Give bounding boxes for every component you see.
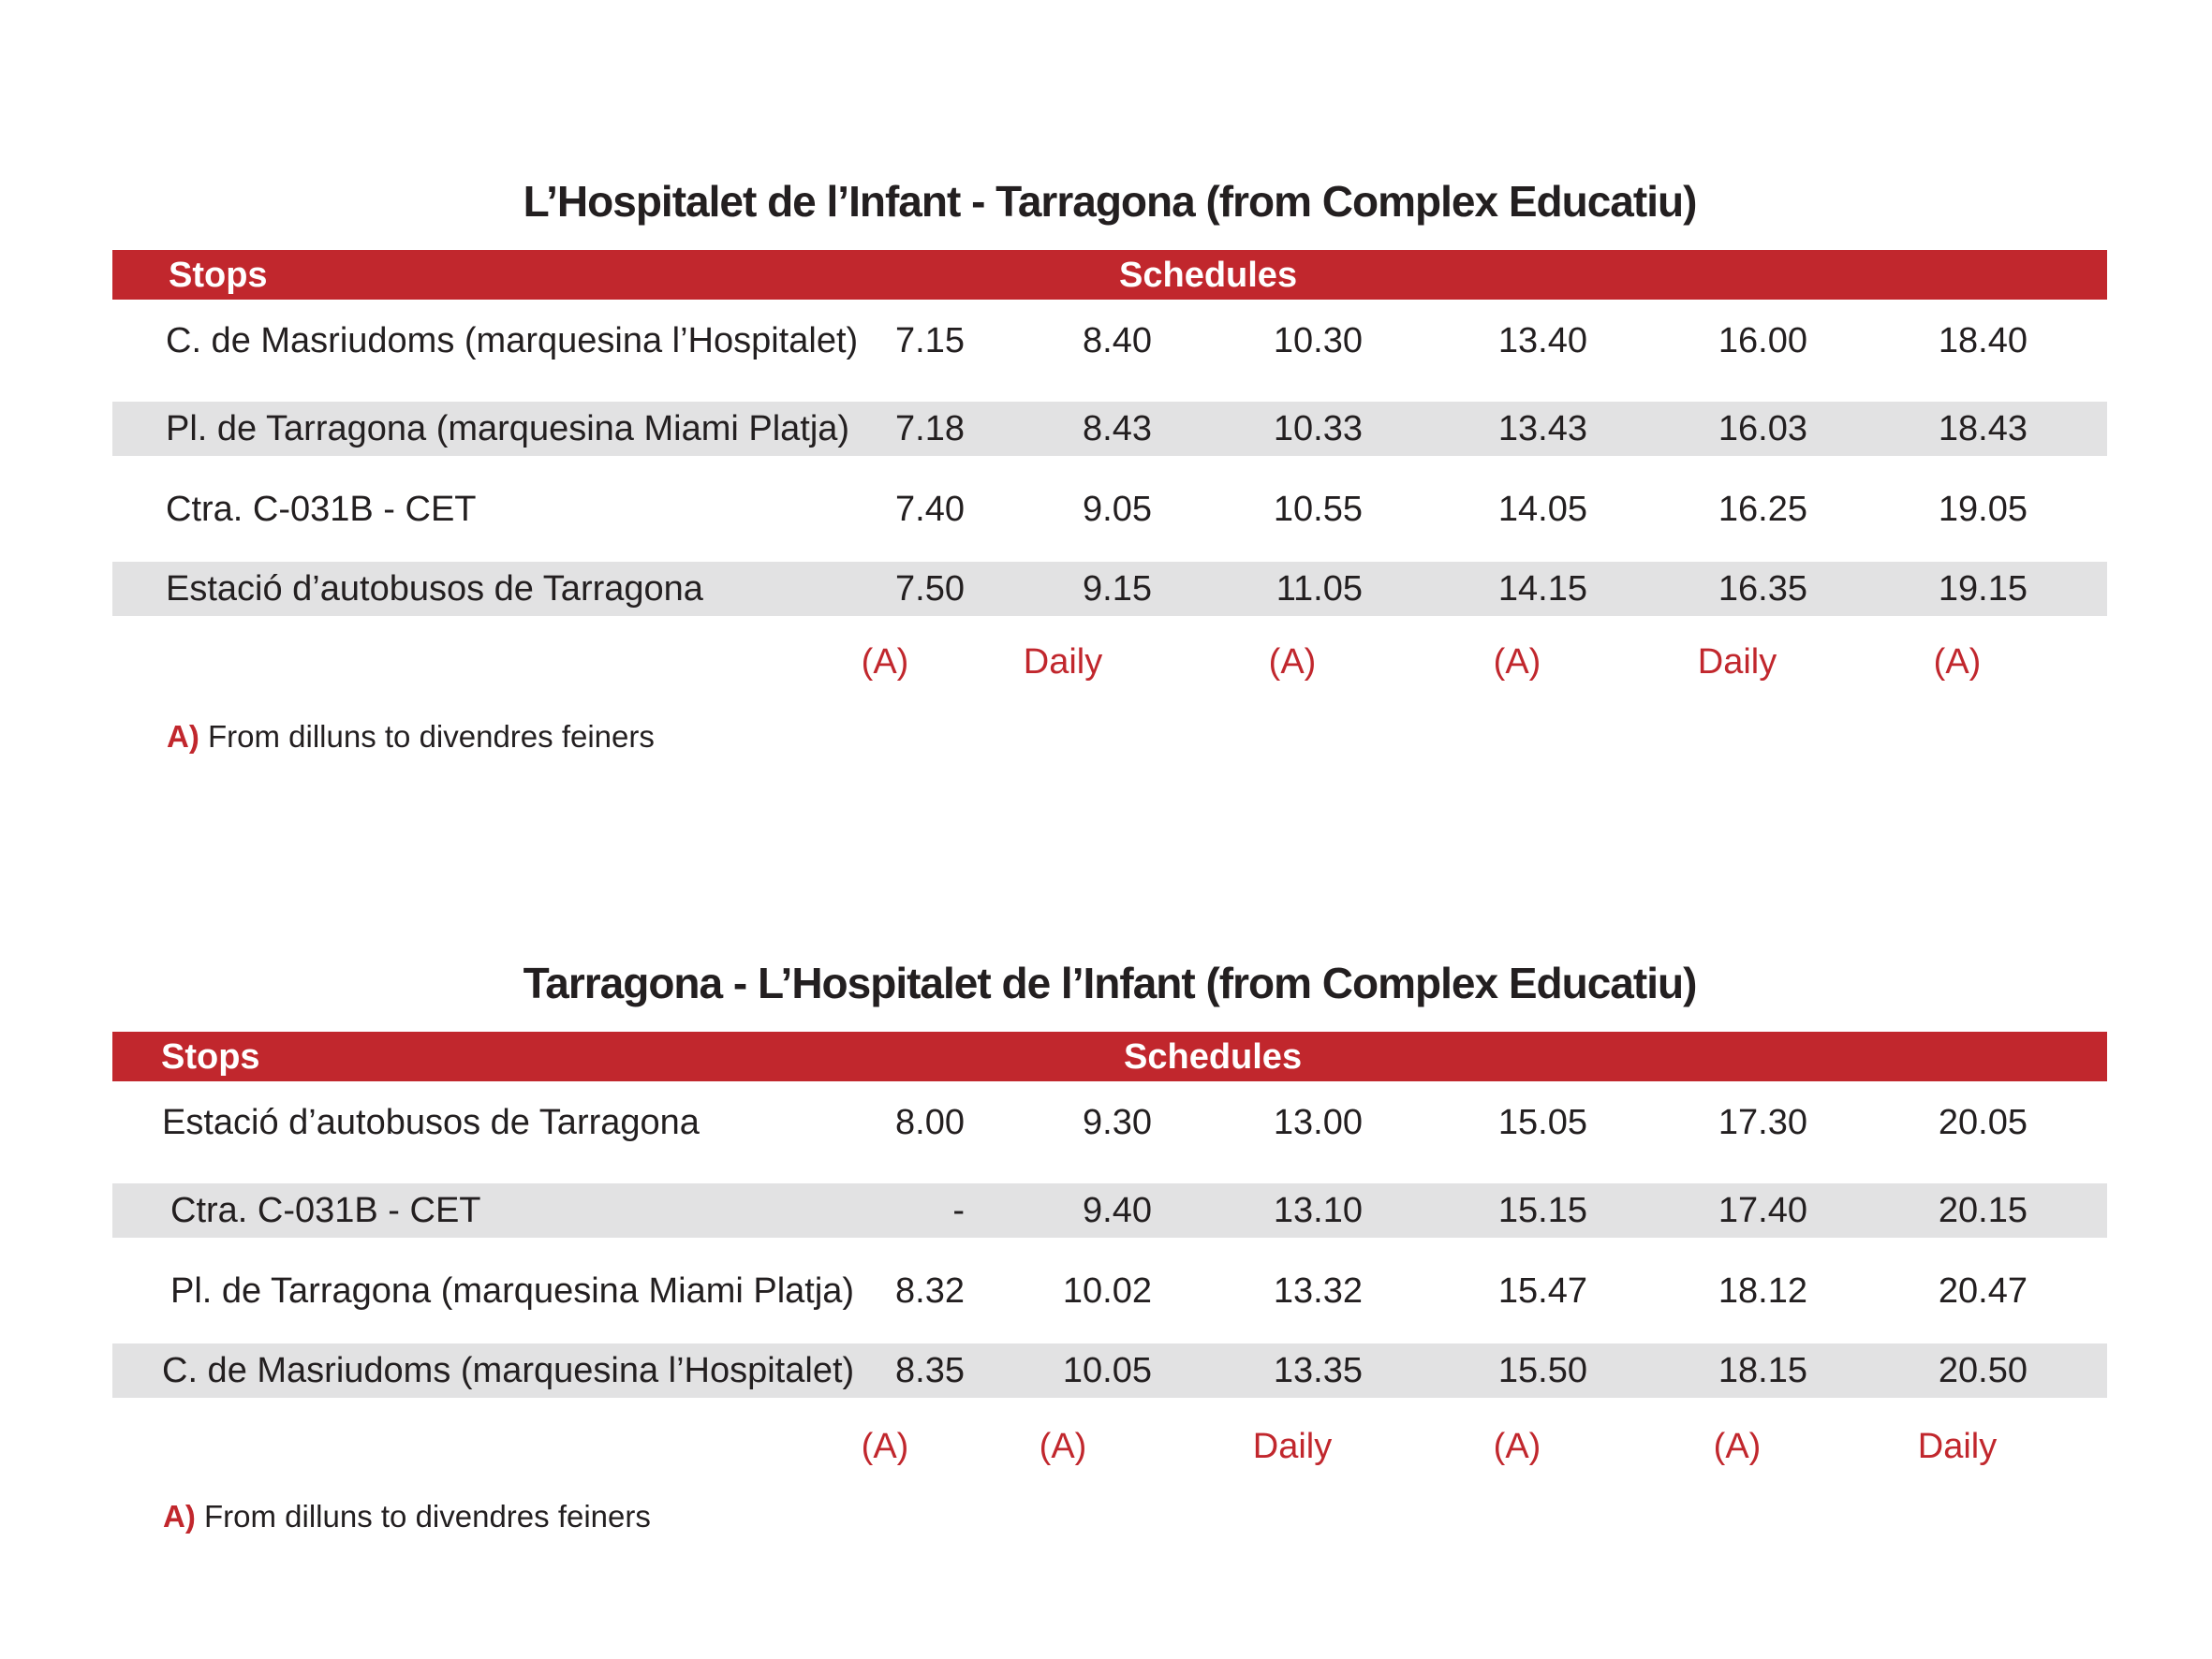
time-cell: 9.30 <box>1083 1103 1152 1142</box>
time-cell: 15.05 <box>1497 1103 1587 1142</box>
table-row <box>112 562 2107 616</box>
time-cell: 8.43 <box>1083 409 1152 448</box>
time-cell: - <box>952 1191 965 1230</box>
time-cell: 11.05 <box>1276 569 1363 609</box>
time-cell: 9.15 <box>1083 569 1152 609</box>
schedule-note: (A) <box>861 1427 909 1466</box>
table-row <box>112 314 2107 368</box>
table-title: Tarragona - L’Hospitalet de l’Infant (from Complex Educatiu) <box>523 959 1697 1007</box>
time-cell: 15.15 <box>1497 1191 1587 1230</box>
time-cell: 8.32 <box>895 1271 965 1311</box>
schedule-notes <box>112 1419 2107 1474</box>
time-cell: 18.12 <box>1718 1271 1807 1311</box>
time-cell: 20.05 <box>1938 1103 2028 1142</box>
schedule-note: (A) <box>1039 1427 1087 1466</box>
table-row <box>112 1343 2107 1398</box>
time-cell: 16.35 <box>1718 569 1807 609</box>
time-cell: 9.05 <box>1083 490 1152 529</box>
time-cell: 13.10 <box>1273 1191 1363 1230</box>
time-cell: 13.43 <box>1497 409 1587 448</box>
time-cell: 16.00 <box>1718 321 1807 360</box>
footnote <box>167 716 655 757</box>
time-cell: 13.00 <box>1273 1103 1363 1142</box>
timetable-return <box>112 955 2107 1554</box>
stop-name: Pl. de Tarragona (marquesina Miami Platja) <box>170 1271 855 1311</box>
schedule-note: (A) <box>1493 642 1541 682</box>
schedule-note: Daily <box>1252 1427 1333 1466</box>
footnote-key: A) <box>167 719 199 754</box>
time-cell: 20.15 <box>1938 1191 2028 1230</box>
time-cell: 14.05 <box>1497 490 1587 529</box>
time-cell: 9.40 <box>1083 1191 1152 1230</box>
time-cell: 19.05 <box>1938 490 2028 529</box>
time-cell: 8.00 <box>895 1103 965 1142</box>
time-cell: 15.47 <box>1497 1271 1587 1311</box>
time-cell: 17.30 <box>1718 1103 1807 1142</box>
table-row <box>112 1183 2107 1238</box>
schedules-header: Schedules <box>1124 1037 1303 1077</box>
table-row <box>112 402 2107 456</box>
schedule-note: (A) <box>1268 642 1317 682</box>
stops-header: Stops <box>161 1037 260 1077</box>
schedule-note: (A) <box>861 642 909 682</box>
stop-name: Pl. de Tarragona (marquesina Miami Platja) <box>166 409 850 448</box>
time-cell: 10.55 <box>1273 490 1363 529</box>
table-row <box>112 482 2107 536</box>
time-cell: 18.15 <box>1718 1351 1807 1390</box>
time-cell: 10.02 <box>1062 1271 1152 1311</box>
schedule-note: Daily <box>1917 1427 1998 1466</box>
table-header <box>112 250 2107 300</box>
time-cell: 7.40 <box>895 490 965 529</box>
stop-name: C. de Masriudoms (marquesina l’Hospitalet) <box>166 321 859 360</box>
schedule-notes <box>112 635 2107 689</box>
table-row <box>112 1264 2107 1318</box>
time-cell: 15.50 <box>1497 1351 1587 1390</box>
footnote-text: From dilluns to divendres feiners <box>199 719 655 754</box>
stop-name: Ctra. C-031B - CET <box>170 1191 481 1230</box>
time-cell: 7.15 <box>895 321 965 360</box>
schedule-note: Daily <box>1697 642 1777 682</box>
timetable-outbound <box>112 173 2107 772</box>
schedules-header: Schedules <box>1119 256 1298 295</box>
time-cell: 10.30 <box>1273 321 1363 360</box>
table-row <box>112 1095 2107 1150</box>
schedule-note: (A) <box>1933 642 1982 682</box>
stop-name: C. de Masriudoms (marquesina l’Hospitalet) <box>162 1351 855 1390</box>
stop-name: Estació d’autobusos de Tarragona <box>166 569 703 609</box>
time-cell: 16.25 <box>1718 490 1807 529</box>
time-cell: 8.40 <box>1083 321 1152 360</box>
time-cell: 10.33 <box>1273 409 1363 448</box>
schedule-note: Daily <box>1023 642 1103 682</box>
time-cell: 13.40 <box>1497 321 1587 360</box>
time-cell: 18.43 <box>1938 409 2028 448</box>
time-cell: 20.50 <box>1938 1351 2028 1390</box>
table-header <box>112 1032 2107 1081</box>
stop-name: Ctra. C-031B - CET <box>166 490 477 529</box>
time-cell: 20.47 <box>1938 1271 2028 1311</box>
stops-header: Stops <box>169 256 268 295</box>
time-cell: 13.32 <box>1273 1271 1363 1311</box>
time-cell: 17.40 <box>1718 1191 1807 1230</box>
footnote-text: From dilluns to divendres feiners <box>195 1499 651 1534</box>
schedule-note: (A) <box>1493 1427 1541 1466</box>
schedule-note: (A) <box>1713 1427 1762 1466</box>
stop-name: Estació d’autobusos de Tarragona <box>162 1103 700 1142</box>
time-cell: 13.35 <box>1273 1351 1363 1390</box>
time-cell: 16.03 <box>1718 409 1807 448</box>
time-cell: 19.15 <box>1938 569 2028 609</box>
time-cell: 10.05 <box>1062 1351 1152 1390</box>
time-cell: 8.35 <box>895 1351 965 1390</box>
time-cell: 7.18 <box>895 409 965 448</box>
time-cell: 7.50 <box>895 569 965 609</box>
footnote-key: A) <box>163 1499 196 1534</box>
table-title: L’Hospitalet de l’Infant - Tarragona (from Complex Educatiu) <box>523 177 1697 226</box>
footnote <box>163 1496 651 1537</box>
time-cell: 18.40 <box>1938 321 2028 360</box>
time-cell: 14.15 <box>1497 569 1587 609</box>
